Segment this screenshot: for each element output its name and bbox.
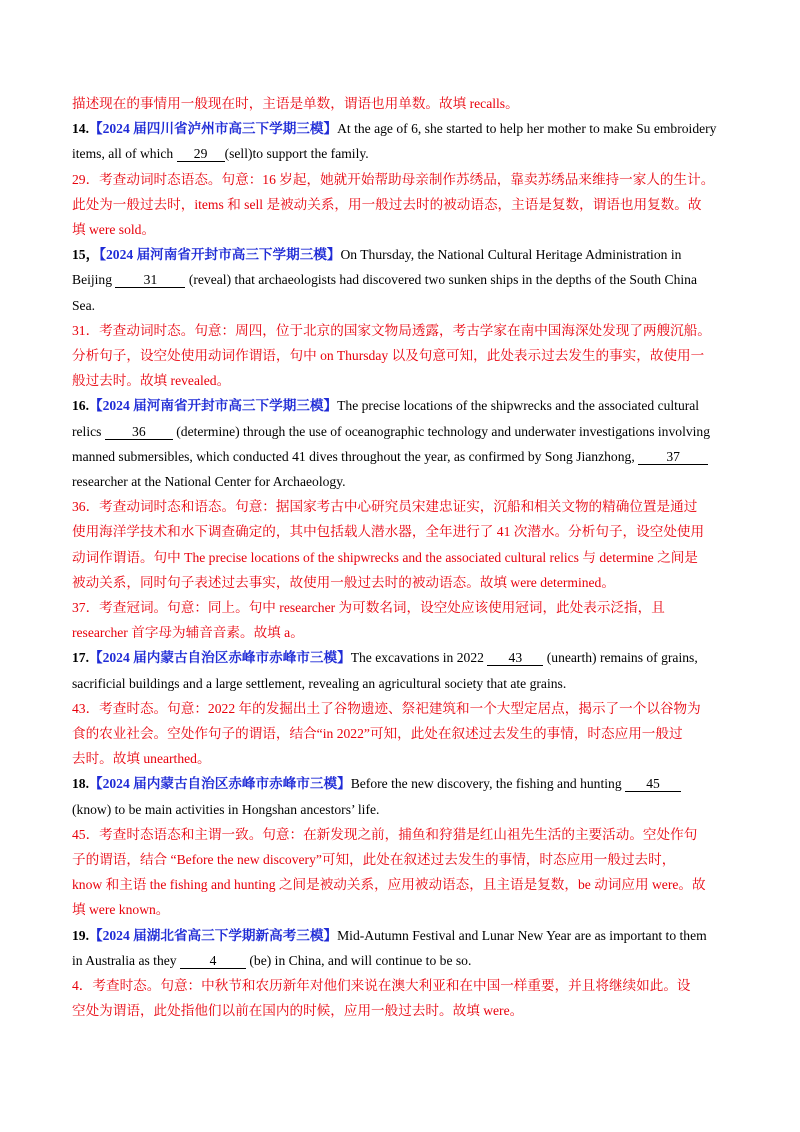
- question-source: 【2024 届四川省泸州市高三下学期三模】: [89, 121, 338, 137]
- text-line: [72, 750, 211, 768]
- question-text: researcher at the National Center for Archaeology.: [72, 474, 346, 489]
- text-line: [72, 523, 704, 541]
- text-line: [72, 901, 169, 919]
- text-line: [72, 448, 708, 466]
- question-source: 【2024 届河南省开封市高三下学期三模】: [89, 398, 338, 414]
- answer-explanation: 45．考查时态语态和主谓一致。句意：在新发现之前，捕鱼和狩猎是红山祖先生活的主要活动。空处作句: [72, 826, 698, 842]
- answer-explanation: 空处为谓语，此处指他们以前在国内的时候，应用一般过去时。故填 were。: [72, 1003, 524, 1019]
- answer-explanation: 填 were sold。: [72, 222, 156, 237]
- question-text: At the age of 6, she started to help her mother to make Su embroidery: [337, 121, 717, 137]
- question-number: 16.: [72, 398, 89, 414]
- text-line: [72, 624, 304, 642]
- text-line: [72, 95, 519, 113]
- answer-blank: 31: [115, 272, 185, 288]
- question-text: Mid-Autumn Festival and Lunar New Year are as important to them: [337, 927, 707, 943]
- question-source: 【2024 届湖北省高三下学期新高考三模】: [89, 927, 338, 943]
- text-line: [72, 347, 704, 365]
- question-number: 14.: [72, 121, 89, 137]
- question-text: (determine) through the use of oceanographic technology and underwater investigations involving: [172, 423, 711, 439]
- answer-explanation: 此处为一般过去时，items 和 sell 是被动关系，用一般过去时的被动语态，主语是复数，谓语也用复数。故: [72, 196, 702, 212]
- answer-blank: 43: [487, 650, 543, 666]
- answer-blank: 37: [638, 449, 708, 465]
- text-line: [72, 498, 697, 516]
- text-line: [72, 397, 699, 415]
- answer-blank: 45: [625, 776, 681, 792]
- text-line: [72, 1002, 523, 1020]
- text-line: [72, 574, 615, 592]
- question-number: 17.: [72, 650, 89, 666]
- answer-explanation: 29．考查动词时态语态。句意：16 岁起，她就开始帮助母亲制作苏绣品，靠卖苏绣品来维持一家人的生计。: [72, 171, 715, 187]
- question-text: in Australia as they: [72, 952, 180, 968]
- answer-explanation: 37．考查冠词。句意：同上。句中 researcher 为可数名词，设空处应该使用冠词，此处表示泛指，且: [72, 600, 665, 615]
- text-line: [72, 801, 379, 819]
- answer-explanation: 使用海洋学技术和水下调查确定的，其中包括载人潜水器，全年进行了 41 次潜水。分析句子，设空处使用: [72, 524, 705, 540]
- answer-explanation: 般过去时。故填 revealed。: [72, 373, 231, 389]
- question-text: (be) in China, and will continue to be so.: [245, 952, 472, 968]
- answer-explanation: researcher 首字母为辅音音素。故填 a。: [72, 625, 304, 641]
- question-text: manned submersibles, which conducted 41 dives throughout the year, as confirmed by Song Jianzhong,: [72, 448, 639, 464]
- text-line: [72, 372, 230, 390]
- question-text: relics: [72, 423, 105, 439]
- text-line: [72, 271, 697, 289]
- question-text: (sell)to support the family.: [224, 146, 369, 162]
- text-line: [72, 423, 710, 441]
- answer-explanation: 4．考查时态。句意：中秋节和农历新年对他们来说在澳大利亚和在中国一样重要，并且将继续如此。设: [72, 978, 691, 993]
- answer-blank: 36: [105, 424, 173, 440]
- answer-explanation: 31．考查动词时态。句意：周四，位于北京的国家文物局透露，考古学家在南中国海深处发现了两艘沉船。: [72, 322, 711, 338]
- question-source: 【2024 届河南省开封市高三下学期三模】: [99, 247, 341, 263]
- answer-explanation: 子的谓语，结合 “Before the new discovery”可知，此处在叙述过去发生的事情，时态应用一般过去时，: [72, 852, 676, 867]
- text-line: [72, 473, 346, 491]
- text-line: [72, 851, 675, 869]
- question-text: The precise locations of the shipwrecks and the associated cultural: [337, 398, 700, 414]
- text-line: [72, 549, 698, 567]
- answer-explanation: know 和主语 the fishing and hunting 之间是被动关系，应用被动语态，且主语是复数，be 动词应用 were。故: [72, 877, 706, 893]
- answer-explanation: 分析句子，设空处使用动词作谓语，句中 on Thursday 以及句意可知，此处表示过去发生的事实，故使用一: [72, 348, 705, 363]
- answer-explanation: 填 were known。: [72, 902, 170, 918]
- text-line: [72, 599, 665, 617]
- text-line: [72, 221, 155, 239]
- question-source: 【2024 届内蒙古自治区赤峰市赤峰市三模】: [89, 650, 351, 666]
- answer-explanation: 被动关系，同时句子表述过去事实，故使用一般过去时的被动语态。故填 were determined。: [72, 574, 615, 590]
- answer-explanation: 描述现在的事情用一般现在时，主语是单数，谓语也用单数。故填 recalls。: [72, 96, 519, 111]
- question-text: Beijing: [72, 272, 116, 288]
- text-line: [72, 725, 683, 743]
- text-line: [72, 952, 471, 970]
- text-line: [72, 246, 681, 264]
- question-text: (reveal) that archaeologists had discovered two sunken ships in the depths of the South China: [185, 272, 697, 288]
- answer-explanation: 36．考查动词时态和语态。句意：据国家考古中心研究员宋建忠证实，沉船和相关文物的精确位置是通过: [72, 499, 698, 515]
- question-text: items, all of which: [72, 146, 177, 162]
- text-line: [72, 196, 701, 214]
- text-line: [72, 977, 691, 995]
- answer-blank: 29: [177, 146, 225, 162]
- question-text: On Thursday, the National Cultural Heritage Administration in: [340, 247, 682, 263]
- question-text: Before the new discovery, the fishing and hunting: [350, 776, 626, 792]
- question-text: sacrificial buildings and a large settlement, revealing an agricultural society that ate grains.: [72, 675, 567, 691]
- question-text: The excavations in 2022: [350, 650, 488, 666]
- text-line: [72, 876, 706, 894]
- answer-explanation: 食的农业社会。空处作句子的谓语，结合“in 2022”可知，此处在叙述过去发生的事情，时态应用一般过: [72, 726, 683, 741]
- text-line: [72, 297, 95, 315]
- text-line: [72, 145, 369, 163]
- text-line: [72, 775, 681, 793]
- question-text: Sea.: [72, 297, 96, 313]
- question-number: 19.: [72, 927, 89, 943]
- answer-blank: 4: [180, 953, 246, 969]
- answer-explanation: 动词作谓语。句中 The precise locations of the shipwrecks and the associated cultural relics 与 determine 之间是: [72, 549, 698, 565]
- answer-explanation: 去时。故填 unearthed。: [72, 751, 211, 767]
- text-line: [72, 171, 714, 189]
- text-line: [72, 700, 701, 718]
- question-number: 18.: [72, 776, 89, 792]
- text-line: [72, 120, 716, 138]
- question-text: (unearth) remains of grains,: [543, 650, 698, 666]
- answer-explanation: 43．考查时态。句意：2022 年的发掘出土了谷物遗迹、祭祀建筑和一个大型定居点，揭示了一个以谷物为: [72, 700, 701, 716]
- text-line: [72, 649, 698, 667]
- question-number: 15，: [72, 247, 100, 263]
- question-source: 【2024 届内蒙古自治区赤峰市赤峰市三模】: [89, 776, 351, 792]
- text-line: [72, 322, 711, 340]
- text-line: [72, 675, 566, 693]
- text-line: [72, 927, 707, 945]
- text-line: [72, 826, 697, 844]
- question-text: (know) to be main activities in Hongshan ancestors’ life.: [72, 801, 380, 817]
